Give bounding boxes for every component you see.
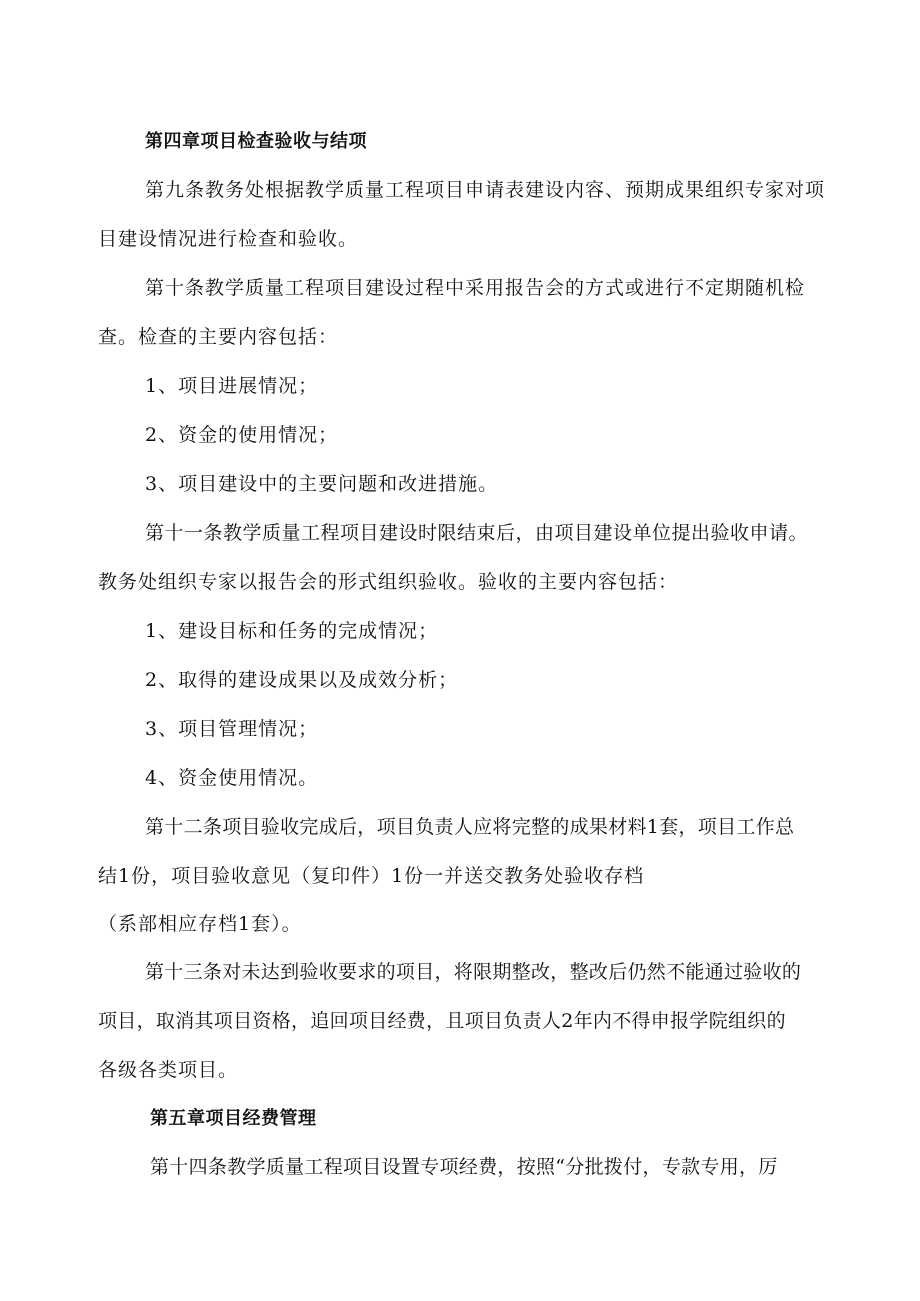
article-10-item-2: 2、资金的使用情况； bbox=[145, 424, 339, 446]
article-10-line-2: 查。检查的主要内容包括： bbox=[98, 326, 339, 348]
article-14-line-1: 第十四条教学质量工程项目设置专项经费，按照“分批拨付，专款专用，厉 bbox=[150, 1156, 778, 1178]
article-13-line-3: 各级各类项目。 bbox=[98, 1059, 239, 1081]
article-13-line-1: 第十三条对未达到验收要求的项目，将限期整改，整改后仍然不能通过验收的 bbox=[145, 961, 802, 983]
article-11-line-2: 教务处组织专家以报告会的形式组织验收。验收的主要内容包括： bbox=[98, 571, 679, 593]
article-12-line-2: 结1份，项目验收意见（复印件）1份一并送交教务处验收存档 bbox=[98, 865, 645, 887]
article-11-item-1: 1、建设目标和任务的完成情况； bbox=[145, 620, 439, 642]
article-10-line-1: 第十条教学质量工程项目建设过程中采用报告会的方式或进行不定期随机检 bbox=[145, 277, 806, 299]
article-12-line-3: （系部相应存档1套）。 bbox=[98, 913, 302, 935]
article-11-line-1: 第十一条教学质量工程项目建设时限结束后，由项目建设单位提出验收申请。 bbox=[145, 522, 809, 544]
article-12-line-1: 第十二条项目验收完成后，项目负责人应将完整的成果材料1套，项目工作总 bbox=[145, 816, 795, 838]
chapter-4-heading: 第四章项目检查验收与结项 bbox=[145, 131, 367, 152]
article-10-item-3: 3、项目建设中的主要问题和改进措施。 bbox=[145, 473, 499, 495]
article-10-item-1: 1、项目进展情况； bbox=[145, 375, 319, 397]
article-11-item-3: 3、项目管理情况； bbox=[145, 718, 319, 740]
article-9-line-2: 目建设情况进行检查和验收。 bbox=[98, 228, 359, 250]
article-11-item-2: 2、取得的建设成果以及成效分析； bbox=[145, 669, 459, 691]
chapter-5-heading: 第五章项目经费管理 bbox=[150, 1108, 317, 1129]
article-9-line-1: 第九条教务处根据教学质量工程项目申请表建设内容、预期成果组织专家对项 bbox=[145, 179, 826, 201]
article-11-item-4: 4、资金使用情况。 bbox=[145, 767, 319, 789]
article-13-line-2: 项目，取消其项目资格，追回项目经费，且项目负责人2年内不得申报学院组织的 bbox=[98, 1010, 786, 1032]
